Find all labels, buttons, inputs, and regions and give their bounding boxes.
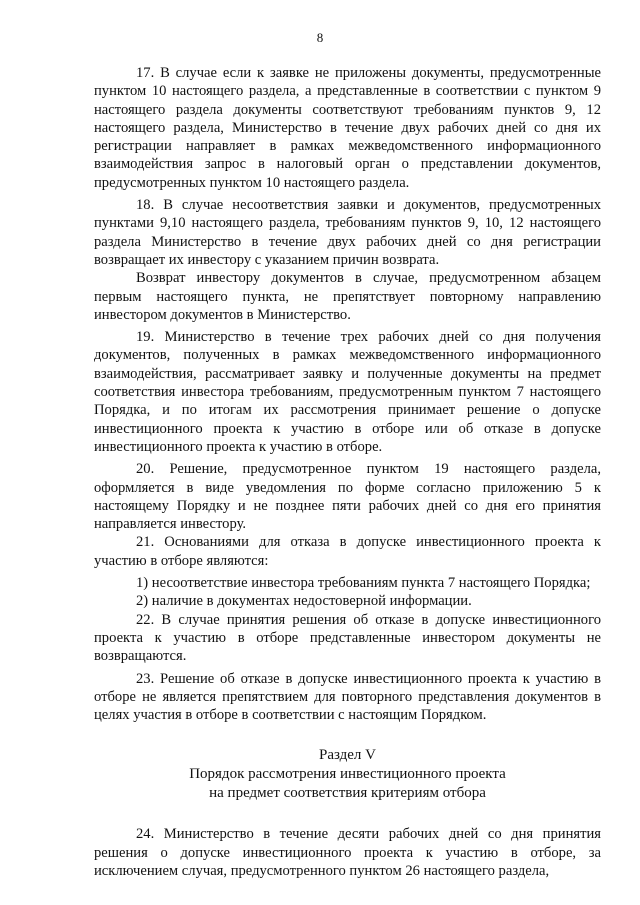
paragraph-24: 24. Министерство в течение десяти рабочих дней со дня принятия решения о допуске инвестиционного проекта к участию в отборе, за исключением случая, предусмотренного пунктом 26 настоящего раздела, <box>94 826 601 879</box>
paragraph-19: 19. Министерство в течение трех рабочих дней со дня получения документов, полученных в рамках межведомственного информационного взаимодействия, рассматривает заявку и полученные документы на предмет соответствия инвестора требованиям, предусмотренным пунктом 7 настоящего Порядка, и по итогам их рассмотрения принимает решение о допуске инвестиционного проекта к участию в отборе или об отказе в допуске инвестиционного проекта к участию в отборе. <box>94 329 601 455</box>
paragraph-18-return: Возврат инвестору документов в случае, предусмотренном абзацем первым настоящего пункта, не препятствует повторному направлению инвестором документов в Министерство. <box>94 270 601 323</box>
paragraph-17: 17. В случае если к заявке не приложены документы, предусмотренные пунктом 10 настоящего раздела, а представленные в соответствии с пунктом 9 настоящего раздела документы соответствуют требованиям пунктов 9, 12 настоящего раздела, Министерство в течение двух рабочих дней со дня их регистрации направляет в рамках межведомственного информационного взаимодействия запрос в налоговый орган о представлении документов, предусмотренных пунктом 10 настоящего раздела. <box>94 65 601 191</box>
section-subtitle-line-2: на предмет соответствия критериям отбора <box>209 785 486 802</box>
section-title: Раздел V <box>318 747 376 764</box>
paragraph-22: 22. В случае принятия решения об отказе в допуске инвестиционного проекта к участию в отборе представленные инвестором документы не возвращаются. <box>94 611 601 665</box>
paragraph-21-item-1: 1) несоответствие инвестора требованиям пункта 7 настоящего Порядка; <box>136 575 591 592</box>
paragraph-21: 21. Основаниями для отказа в допуске инвестиционного проекта к участию в отборе являются: <box>94 534 601 569</box>
page-number: 8 <box>316 30 324 45</box>
paragraph-20: 20. Решение, предусмотренное пунктом 19 настоящего раздела, оформляется в виде уведомления по форме согласно приложению 5 к настоящему Порядку и не позднее пяти рабочих дней со дня его принятия направляется инвестору. <box>94 461 601 533</box>
paragraph-21-item-2: 2) наличие в документах недостоверной информации. <box>136 593 472 610</box>
paragraph-18: 18. В случае несоответствия заявки и документов, предусмотренных пунктами 9,10 настоящего раздела, требованиям пунктов 9, 10, 12 настоящего раздела Министерство в течение двух рабочих дней со дня регистрации возвращает их инвестору с указанием причин возврата. <box>94 197 601 268</box>
document-body <box>94 64 601 880</box>
section-subtitle-line-1: Порядок рассмотрения инвестиционного проекта <box>189 766 506 783</box>
paragraph-23: 23. Решение об отказе в допуске инвестиционного проекта к участию в отборе не является препятствием для повторного представления документов в целях участия в отборе в соответствии с настоящим Порядком. <box>94 670 601 724</box>
